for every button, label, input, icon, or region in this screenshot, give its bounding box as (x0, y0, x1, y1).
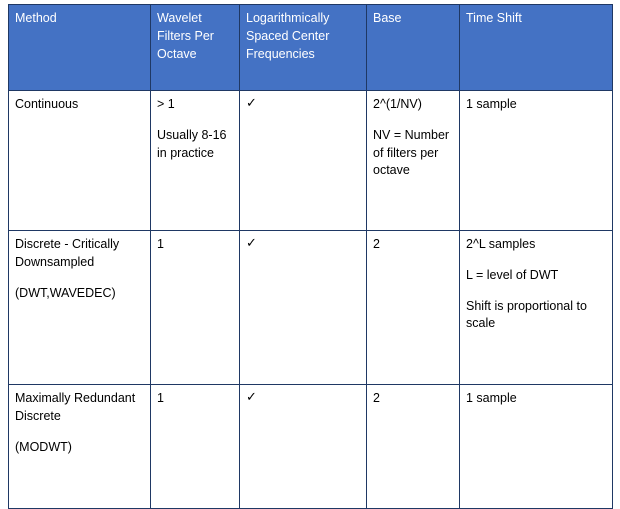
cell-text: > 1 (157, 97, 175, 111)
cell-method (9, 385, 151, 509)
column-header-method (9, 5, 151, 91)
cell-text: (DWT,WAVEDEC) (15, 285, 116, 300)
column-header-time-shift-label: Time Shift (466, 11, 522, 25)
cell-time-shift (460, 231, 613, 385)
cell-text: 2^L samples (466, 237, 536, 251)
table-row (9, 385, 613, 509)
column-header-method-label: Method (15, 11, 57, 25)
cell-text: Usually 8-16 in practice (157, 127, 227, 160)
cell-text: Continuous (15, 97, 79, 111)
column-header-log-spaced-frequencies-label: Logarithmically Spaced Center Frequencies (246, 11, 330, 61)
cell-text: 1 sample (466, 97, 517, 111)
check-icon: ✓ (246, 389, 257, 404)
cell-text: 1 (157, 237, 164, 251)
column-header-base (367, 5, 460, 91)
table-row (9, 91, 613, 231)
cell-text: 1 (157, 391, 164, 405)
cell-method (9, 91, 151, 231)
cell-base (367, 91, 460, 231)
cell-text: 2^(1/NV) (373, 97, 422, 111)
cell-text: Maximally Redundant Discrete (15, 391, 136, 423)
cell-text: 2 (373, 237, 380, 251)
table-header-row (9, 5, 613, 91)
table-header-row-group (9, 5, 613, 91)
cell-log-spaced-frequencies (240, 231, 367, 385)
cell-time-shift (460, 385, 613, 509)
cell-text: (MODWT) (15, 439, 72, 454)
column-header-log-spaced-frequencies (240, 5, 367, 91)
cell-time-shift (460, 91, 613, 231)
cell-text: NV = Number of filters per octave (373, 127, 450, 178)
cell-text: Discrete - Critically Downsampled (15, 237, 120, 269)
column-header-base-label: Base (373, 11, 402, 25)
check-icon: ✓ (246, 235, 257, 250)
cell-log-spaced-frequencies (240, 91, 367, 231)
cell-text: L = level of DWT (466, 267, 559, 282)
cell-method (9, 231, 151, 385)
table-row (9, 231, 613, 385)
cell-filters-per-octave (151, 231, 240, 385)
cell-base (367, 231, 460, 385)
column-header-filters-per-octave (151, 5, 240, 91)
table-body (9, 91, 613, 509)
cell-log-spaced-frequencies (240, 385, 367, 509)
cell-filters-per-octave (151, 385, 240, 509)
cell-filters-per-octave (151, 91, 240, 231)
column-header-time-shift (460, 5, 613, 91)
column-header-filters-per-octave-label: Wavelet Filters Per Octave (157, 11, 214, 61)
cell-text: 2 (373, 391, 380, 405)
cell-base (367, 385, 460, 509)
cell-text: Shift is proportional to scale (466, 298, 587, 331)
wavelet-comparison-table-container (8, 4, 612, 509)
cell-text: 1 sample (466, 391, 517, 405)
wavelet-comparison-table (8, 4, 613, 509)
check-icon: ✓ (246, 95, 257, 110)
